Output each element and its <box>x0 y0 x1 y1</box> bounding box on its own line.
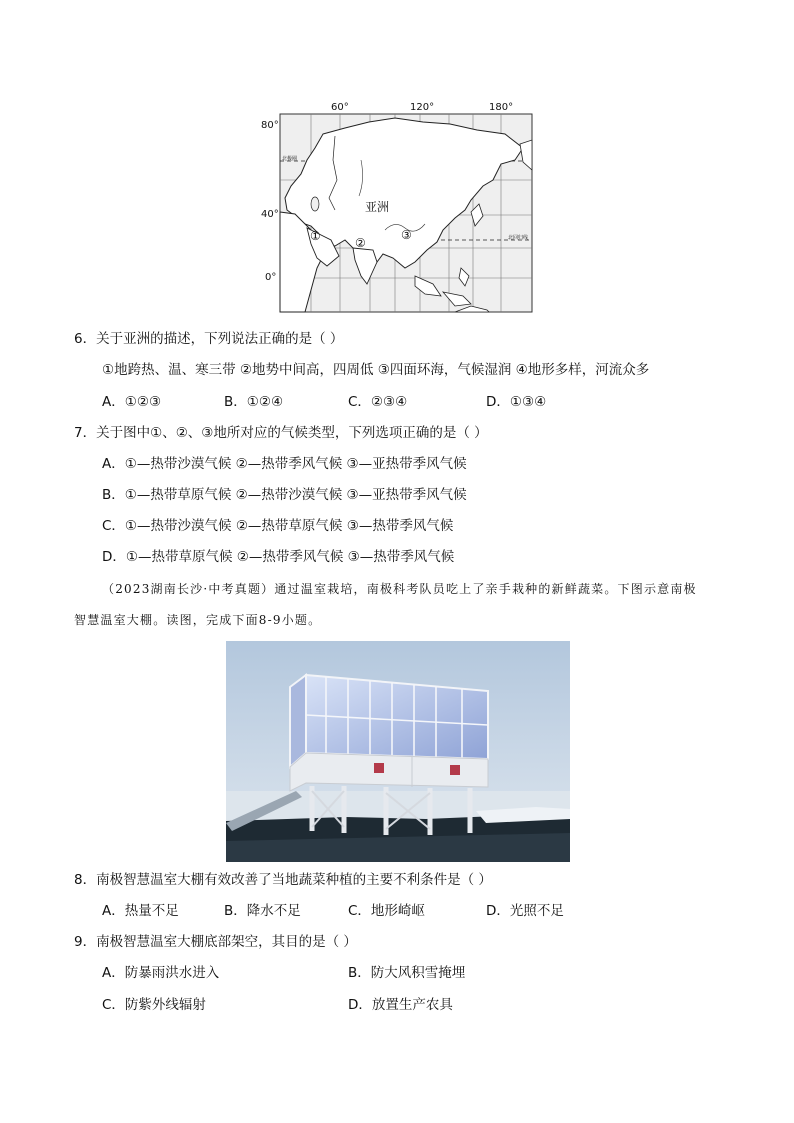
question-9-option-d[interactable]: D．放置生产农具 <box>348 997 453 1013</box>
lat-label-40: 40° <box>261 209 279 220</box>
tropic-cancer-label: 北回归线 <box>508 235 529 241</box>
question-9-option-c[interactable]: C．防紫外线辐射 <box>102 997 206 1013</box>
lon-label-120: 120° <box>410 102 435 113</box>
question-8-option-a[interactable]: A．热量不足 <box>102 903 179 919</box>
question-7-option-a[interactable]: A．①—热带沙漠气候 ②—热带季风气候 ③—亚热带季风气候 <box>102 456 467 472</box>
question-6-statements: ①地跨热、温、寒三带 ②地势中间高，四周低 ③四面环海，气候湿润 ④地形多样，河流众多 <box>102 362 650 378</box>
marker-3: ③ <box>401 228 412 242</box>
antarctic-greenhouse-photo <box>226 641 570 862</box>
question-6-option-a[interactable]: A．①②③ <box>102 394 162 410</box>
greenhouse-illustration <box>226 641 570 862</box>
question-7-option-c[interactable]: C．①—热带沙漠气候 ②—热带草原气候 ③—热带季风气候 <box>102 518 454 534</box>
question-9-option-b[interactable]: B．防大风积雪掩埋 <box>348 965 466 981</box>
question-8-option-b[interactable]: B．降水不足 <box>224 903 301 919</box>
asia-map-graphic <box>265 100 535 315</box>
question-6-option-d[interactable]: D．①③④ <box>486 394 547 410</box>
intro-line-1: （2023湖南长沙·中考真题）通过温室栽培，南极科考队员吃上了亲手栽种的新鲜蔬菜。下图示意南极 <box>102 582 697 596</box>
intro-line-2: 智慧温室大棚。读图，完成下面8-9小题。 <box>74 613 322 627</box>
question-9-stem: 9．南极智慧温室大棚底部架空，其目的是（ ） <box>74 934 357 950</box>
lon-label-180: 180° <box>489 102 514 113</box>
marker-2: ② <box>355 236 366 250</box>
question-6-stem: 6．关于亚洲的描述，下列说法正确的是（ ） <box>74 331 344 347</box>
question-8-option-c[interactable]: C．地形崎岖 <box>348 903 425 919</box>
question-7-option-b[interactable]: B．①—热带草原气候 ②—热带沙漠气候 ③—亚热带季风气候 <box>102 487 467 503</box>
arctic-circle-label: 北极圈 <box>282 156 298 162</box>
question-6-option-b[interactable]: B．①②④ <box>224 394 284 410</box>
question-9-option-a[interactable]: A．防暴雨洪水进入 <box>102 965 220 981</box>
asia-map <box>261 100 535 315</box>
lat-label-0: 0° <box>265 272 277 283</box>
question-7-option-d[interactable]: D．①—热带草原气候 ②—热带季风气候 ③—热带季风气候 <box>102 549 455 565</box>
question-8-stem: 8．南极智慧温室大棚有效改善了当地蔬菜种植的主要不利条件是（ ） <box>74 872 492 888</box>
marker-1: ① <box>310 229 321 243</box>
question-8-option-d[interactable]: D．光照不足 <box>486 903 564 919</box>
question-6-option-c[interactable]: C．②③④ <box>348 394 408 410</box>
lon-label-60: 60° <box>331 102 349 113</box>
question-7-stem: 7．关于图中①、②、③地所对应的气候类型，下列选项正确的是（ ） <box>74 425 488 441</box>
asia-region-label: 亚洲 <box>365 200 390 214</box>
lat-label-80: 80° <box>261 120 279 131</box>
